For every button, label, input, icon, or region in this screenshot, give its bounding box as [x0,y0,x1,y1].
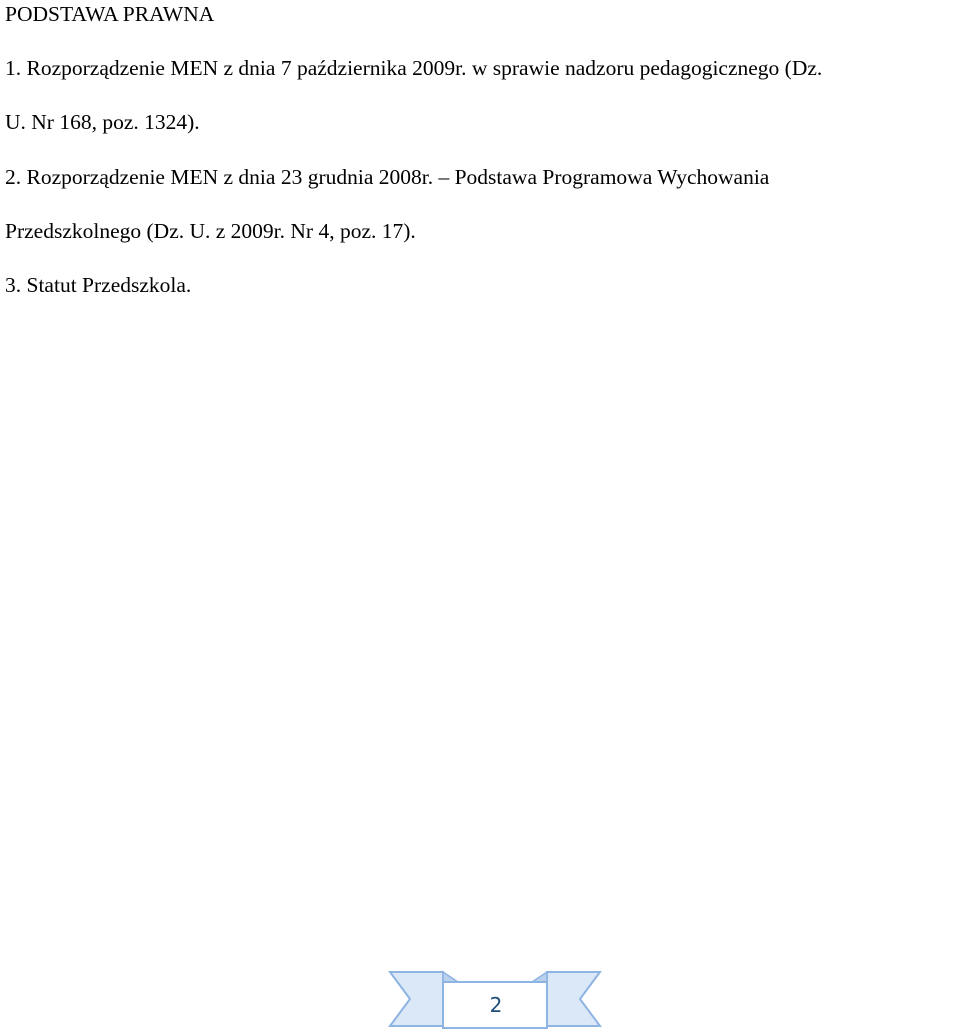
page-number-ribbon [388,968,602,1030]
legal-basis-item-3: 3. Statut Przedszkola. [5,273,192,297]
section-heading: PODSTAWA PRAWNA [5,2,215,26]
legal-basis-item-2: 2. Rozporządzenie MEN z dnia 23 grudnia 2008r. – Podstawa Programowa Wychowania [5,165,770,189]
legal-basis-item-1-continuation: U. Nr 168, poz. 1324). [5,110,200,134]
legal-basis-item-2-continuation: Przedszkolnego (Dz. U. z 2009r. Nr 4, poz. 17). [5,219,416,243]
legal-basis-item-1: 1. Rozporządzenie MEN z dnia 7 października 2009r. w sprawie nadzoru pedagogicznego (Dz. [5,56,823,80]
page-number: 2 [489,993,503,1017]
